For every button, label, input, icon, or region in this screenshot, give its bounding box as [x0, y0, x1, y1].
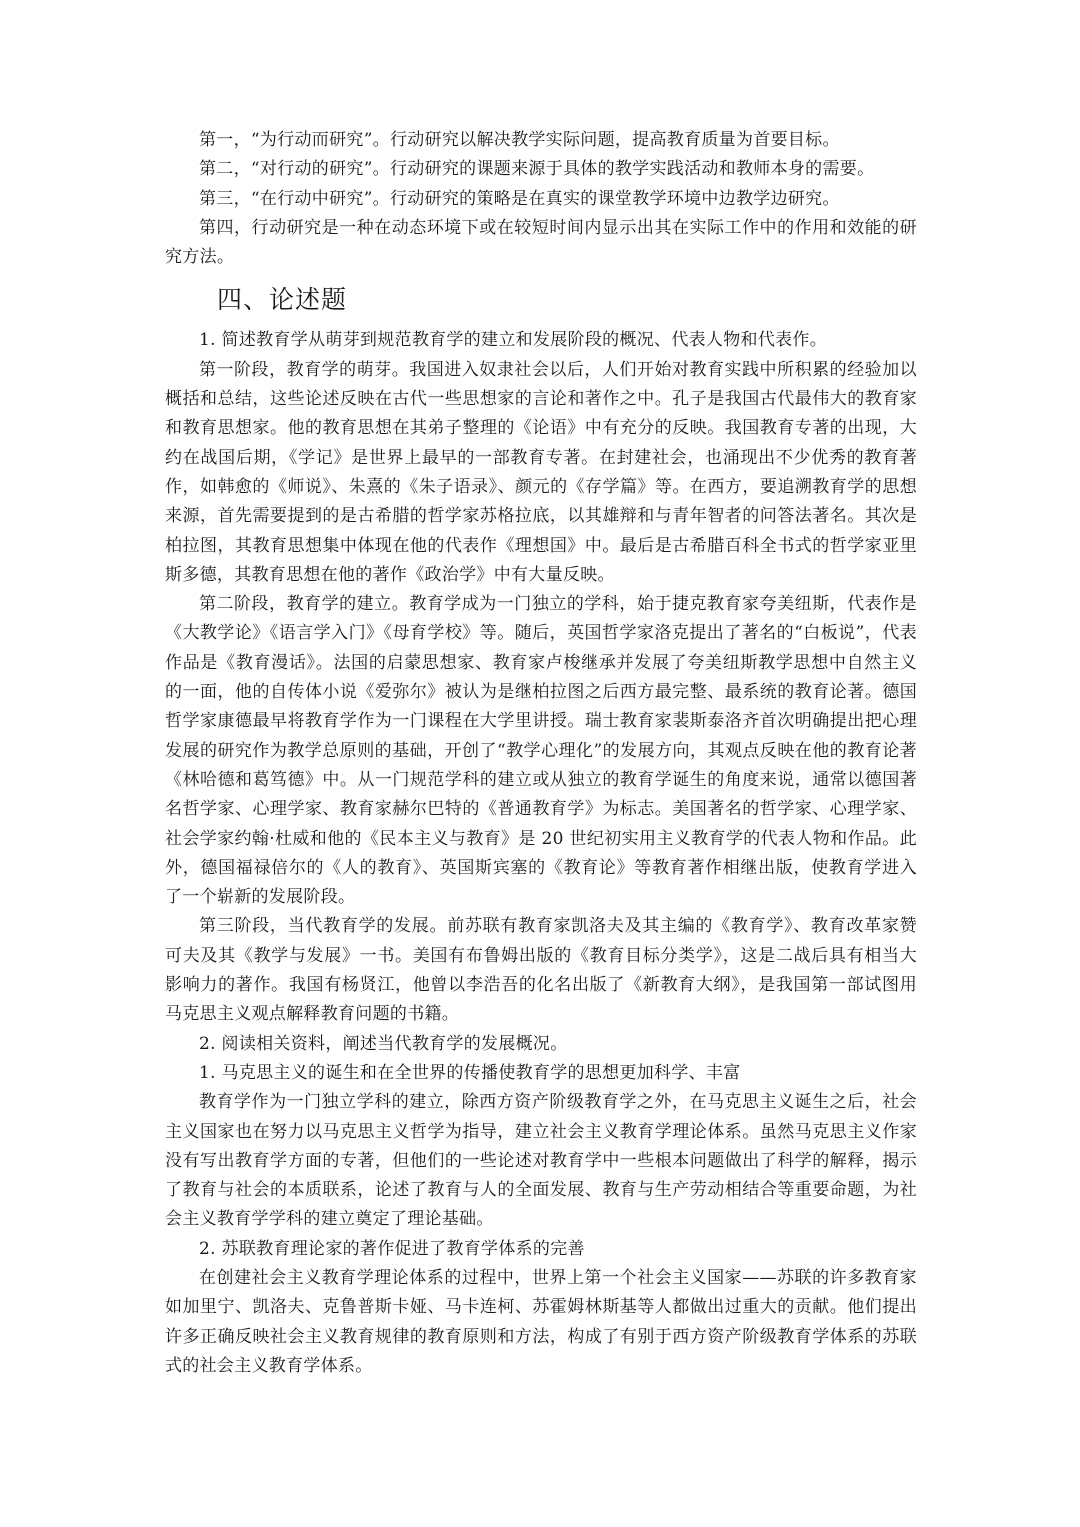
paragraph-fourth-point: 第四，行动研究是一种在动态环境下或在较短时间内显示出其在实际工作中的作用和效能的研究方法。 — [165, 217, 917, 268]
paragraph-third-point: 第三，“在行动中研究”。行动研究的策略是在真实的课堂教学环境中边教学边研究。 — [199, 188, 840, 209]
paragraph-stage-1: 第一阶段，教育学的萌芽。我国进入奴隶社会以后，人们开始对教育实践中所积累的经验加以概括和总结，这些论述反映在古代一些思想家的言论和著作之中。孔子是我国古代最伟大的教育家和教育思想家。他的教育思想在其弟子整理的《论语》中有充分的反映。我国教育专著的出现，大约在战国后期，《学记》是世界上最早的一部教育专著。在封建社会，也涌现出不少优秀的教育著作，如韩愈的《师说》、朱熹的《朱子语录》、颜元的《存学篇》等。在西方，要追溯教育学的思想来源，首先需要提到的是古希腊的哲学家苏格拉底，以其雄辩和与青年智者的问答法著名。其次是柏拉图，其教育思想集中体现在他的代表作《理想国》中。最后是古希腊百科全书式的哲学家亚里斯多德，其教育思想在他的著作《政治学》中有大量反映。 — [165, 359, 917, 585]
paragraph-soviet: 在创建社会主义教育学理论体系的过程中，世界上第一个社会主义国家——苏联的许多教育家如加里宁、凯洛夫、克鲁普斯卡娅、马卡连柯、苏霍姆林斯基等人都做出过重大的贡献。他们提出许多正确反映社会主义教育规律的教育原则和方法，构成了有别于西方资产阶级教育学体系的苏联式的社会主义教育学体系。 — [165, 1267, 917, 1376]
question-2: 2. 阅读相关资料，阐述当代教育学的发展概况。 — [199, 1033, 568, 1054]
paragraph-stage-3: 第三阶段，当代教育学的发展。前苏联有教育家凯洛夫及其主编的《教育学》、教育改革家赞可夫及其《教学与发展》一书。美国有布鲁姆出版的《教育目标分类学》，这是二战后具有相当大影响力的著作。我国有杨贤江，他曾以李浩吾的化名出版了《新教育大纲》，是我国第一部试图用马克思主义观点解释教育问题的书籍。 — [165, 916, 917, 1025]
document-page — [165, 126, 917, 1381]
paragraph-stage-2: 第二阶段，教育学的建立。教育学成为一门独立的学科，始于捷克教育家夸美纽斯，代表作是《大教学论》《语言学入门》《母育学校》等。随后，英国哲学家洛克提出了著名的“白板说”，代表作品是《教育漫话》。法国的启蒙思想家、教育家卢梭继承并发展了夸美纽斯教学思想中自然主义的一面，他的自传体小说《爱弥尔》被认为是继柏拉图之后西方最完整、最系统的教育论著。德国哲学家康德最早将教育学作为一门课程在大学里讲授。瑞士教育家裴斯泰洛齐首次明确提出把心理发展的研究作为教学总原则的基础，开创了“教学心理化”的发展方向，其观点反映在他的教育论著《林哈德和葛笃德》中。从一门规范学科的建立或从独立的教育学诞生的角度来说，通常以德国著名哲学家、心理学家、教育家赫尔巴特的《普通教育学》为标志。美国著名的哲学家、心理学家、社会学家约翰·杜威和他的《民本主义与教育》是 20 世纪初实用主义教育学的代表人物和作品。此外，德国福禄倍尔的《人的教育》、英国斯宾塞的《教育论》等教育著作相继出版，使教育学进入了一个崭新的发展阶段。 — [165, 594, 917, 908]
subheading-marxism: 1. 马克思主义的诞生和在全世界的传播使教育学的思想更加科学、丰富 — [199, 1062, 741, 1083]
paragraph-marxism: 教育学作为一门独立学科的建立，除西方资产阶级教育学之外，在马克思主义诞生之后，社会主义国家也在努力以马克思主义哲学为指导，建立社会主义教育学理论体系。虽然马克思主义作家没有写出教育学方面的专著，但他们的一些论述对教育学中一些根本问题做出了科学的解释，揭示了教育与社会的本质联系，论述了教育与人的全面发展、教育与生产劳动相结合等重要命题，为社会主义教育学学科的建立奠定了理论基础。 — [165, 1092, 917, 1230]
paragraph-first-point: 第一，“为行动而研究”。行动研究以解决教学实际问题，提高教育质量为首要目标。 — [199, 130, 840, 150]
subheading-soviet: 2. 苏联教育理论家的著作促进了教育学体系的完善 — [199, 1238, 585, 1259]
section-heading: 四、论述题 — [217, 285, 348, 315]
question-1: 1. 简述教育学从萌芽到规范教育学的建立和发展阶段的概况、代表人物和代表作。 — [199, 330, 828, 351]
paragraph-second-point: 第二，“对行动的研究”。行动研究的课题来源于具体的教学实践活动和教师本身的需要。 — [199, 159, 875, 180]
